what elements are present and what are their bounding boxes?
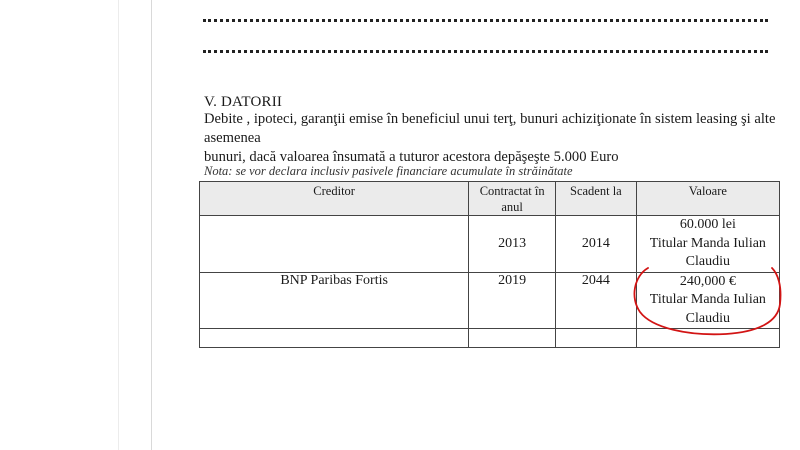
dotted-fill-line-1 (203, 19, 768, 22)
dotted-fill-line-2 (203, 50, 768, 53)
cell-value (636, 329, 779, 348)
table-row (200, 272, 780, 329)
table-row (200, 329, 780, 348)
cell-creditor: BNP Paribas Fortis (200, 272, 469, 329)
cell-value (636, 272, 779, 329)
cell-contracted (469, 329, 556, 348)
value-amount: 60.000 lei (679, 217, 736, 232)
value-holder-line-1: Titular Manda Iulian (649, 235, 766, 251)
description-line-2: bunuri, dacă valoarea însumată a tuturor acestora depăşeşte 5.000 Euro (204, 149, 619, 165)
header-due: Scadent la (556, 182, 637, 216)
value-holder-line-1: Titular Manda Iulian (649, 292, 766, 307)
cell-contracted: 2019 (469, 272, 556, 329)
header-creditor: Creditor (200, 182, 469, 216)
cell-value (636, 216, 779, 273)
section-heading: V. DATORII (204, 94, 283, 110)
header-contracted: Contractat în anul (469, 182, 556, 216)
cell-creditor (200, 329, 469, 348)
page-edge-line (118, 0, 119, 450)
section-note: Nota: se vor declara inclusiv pasivele financiare acumulate în străinătate (204, 164, 573, 178)
cell-contracted: 2013 (469, 216, 556, 273)
section-description (204, 110, 784, 167)
debts-table (199, 181, 780, 348)
value-holder-line-2: Claudiu (685, 310, 731, 326)
page-margin-line (151, 0, 152, 450)
header-value: Valoare (636, 182, 779, 216)
cell-due: 2014 (556, 216, 637, 273)
cell-creditor (200, 216, 469, 273)
cell-due: 2044 (556, 272, 637, 329)
cell-due (556, 329, 637, 348)
table-row (200, 216, 780, 273)
value-holder-line-2: Claudiu (685, 254, 731, 269)
table-header-row (200, 182, 780, 216)
description-line-1: Debite , ipoteci, garanţii emise în beneficiul unui terţ, bunuri achiziţionate în sistem leasing şi alte asemenea (204, 111, 776, 146)
value-amount: 240,000 € (679, 273, 736, 289)
